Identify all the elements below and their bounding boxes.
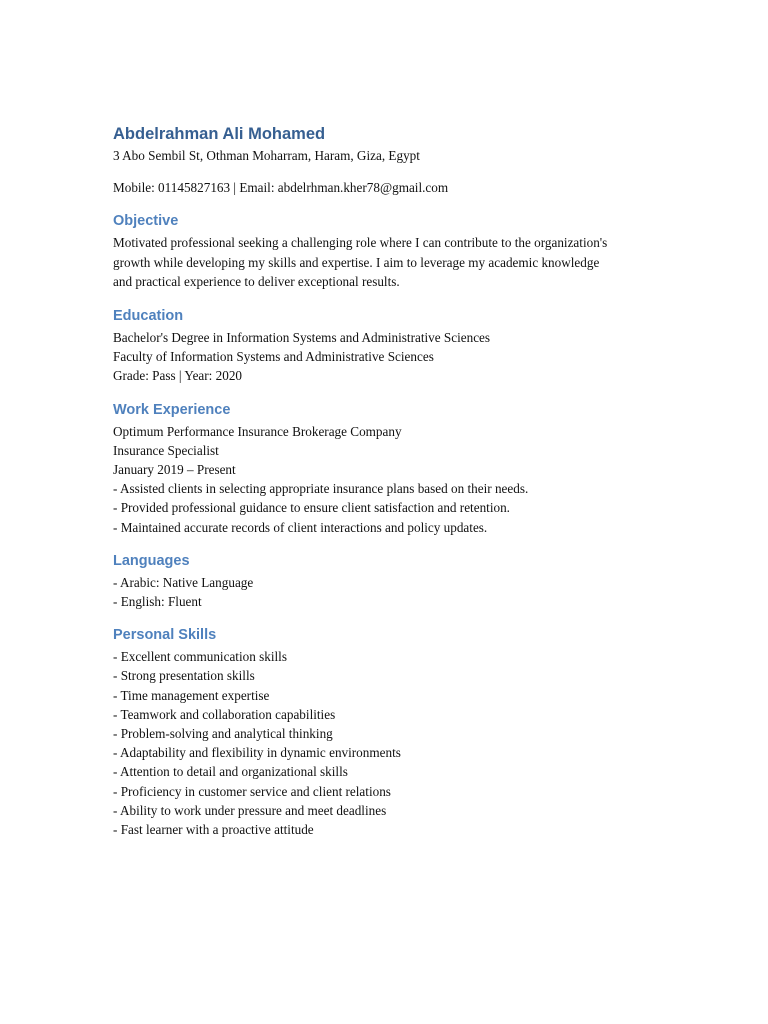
list-item: - Arabic: Native Language bbox=[113, 574, 254, 590]
list-item: - Adaptability and flexibility in dynamic environments bbox=[113, 745, 401, 761]
work-experience-details bbox=[113, 422, 673, 537]
languages-list bbox=[113, 573, 673, 611]
list-item: - Problem-solving and analytical thinking bbox=[113, 726, 333, 742]
education-details bbox=[113, 328, 673, 386]
objective-heading: Objective bbox=[113, 213, 179, 230]
education-heading: Education bbox=[113, 308, 184, 325]
contact-line: Mobile: 01145827163 | Email: abdelrhman.kher78@gmail.com bbox=[113, 180, 449, 196]
education-faculty: Faculty of Information Systems and Administrative Sciences bbox=[113, 349, 434, 365]
education-degree: Bachelor's Degree in Information Systems and Administrative Sciences bbox=[113, 330, 491, 346]
list-item: - Attention to detail and organizational skills bbox=[113, 764, 348, 780]
work-experience-heading: Work Experience bbox=[113, 401, 231, 418]
list-item: - Maintained accurate records of client interactions and policy updates. bbox=[113, 519, 488, 535]
list-item: - Ability to work under pressure and meet deadlines bbox=[113, 802, 387, 818]
list-item: - Excellent communication skills bbox=[113, 649, 287, 665]
list-item: - Strong presentation skills bbox=[113, 668, 255, 684]
resume-page bbox=[113, 122, 673, 839]
list-item: - Proficiency in customer service and client relations bbox=[113, 783, 391, 799]
list-item: - English: Fluent bbox=[113, 594, 202, 610]
candidate-name: Abdelrahman Ali Mohamed bbox=[113, 125, 326, 143]
languages-heading: Languages bbox=[113, 552, 190, 569]
work-duties-list bbox=[113, 479, 673, 537]
work-period: January 2019 – Present bbox=[113, 462, 236, 478]
list-item: - Assisted clients in selecting appropriate insurance plans based on their needs. bbox=[113, 481, 529, 497]
objective-text: Motivated professional seeking a challenging role where I can contribute to the organization's growth while developing my skills and expertise. I aim to leverage my academic knowledge and practical experience to deliver exceptional results. bbox=[113, 235, 608, 289]
list-item: - Provided professional guidance to ensure client satisfaction and retention. bbox=[113, 500, 510, 516]
list-item: - Fast learner with a proactive attitude bbox=[113, 822, 314, 838]
address-line: 3 Abo Sembil St, Othman Moharram, Haram, Giza, Egypt bbox=[113, 148, 420, 163]
list-item: - Teamwork and collaboration capabilities bbox=[113, 706, 336, 722]
work-role: Insurance Specialist bbox=[113, 442, 219, 458]
work-company: Optimum Performance Insurance Brokerage Company bbox=[113, 423, 402, 439]
list-item: - Time management expertise bbox=[113, 687, 270, 703]
personal-skills-heading: Personal Skills bbox=[113, 627, 217, 644]
skills-list bbox=[113, 647, 673, 839]
education-grade: Grade: Pass | Year: 2020 bbox=[113, 368, 243, 384]
